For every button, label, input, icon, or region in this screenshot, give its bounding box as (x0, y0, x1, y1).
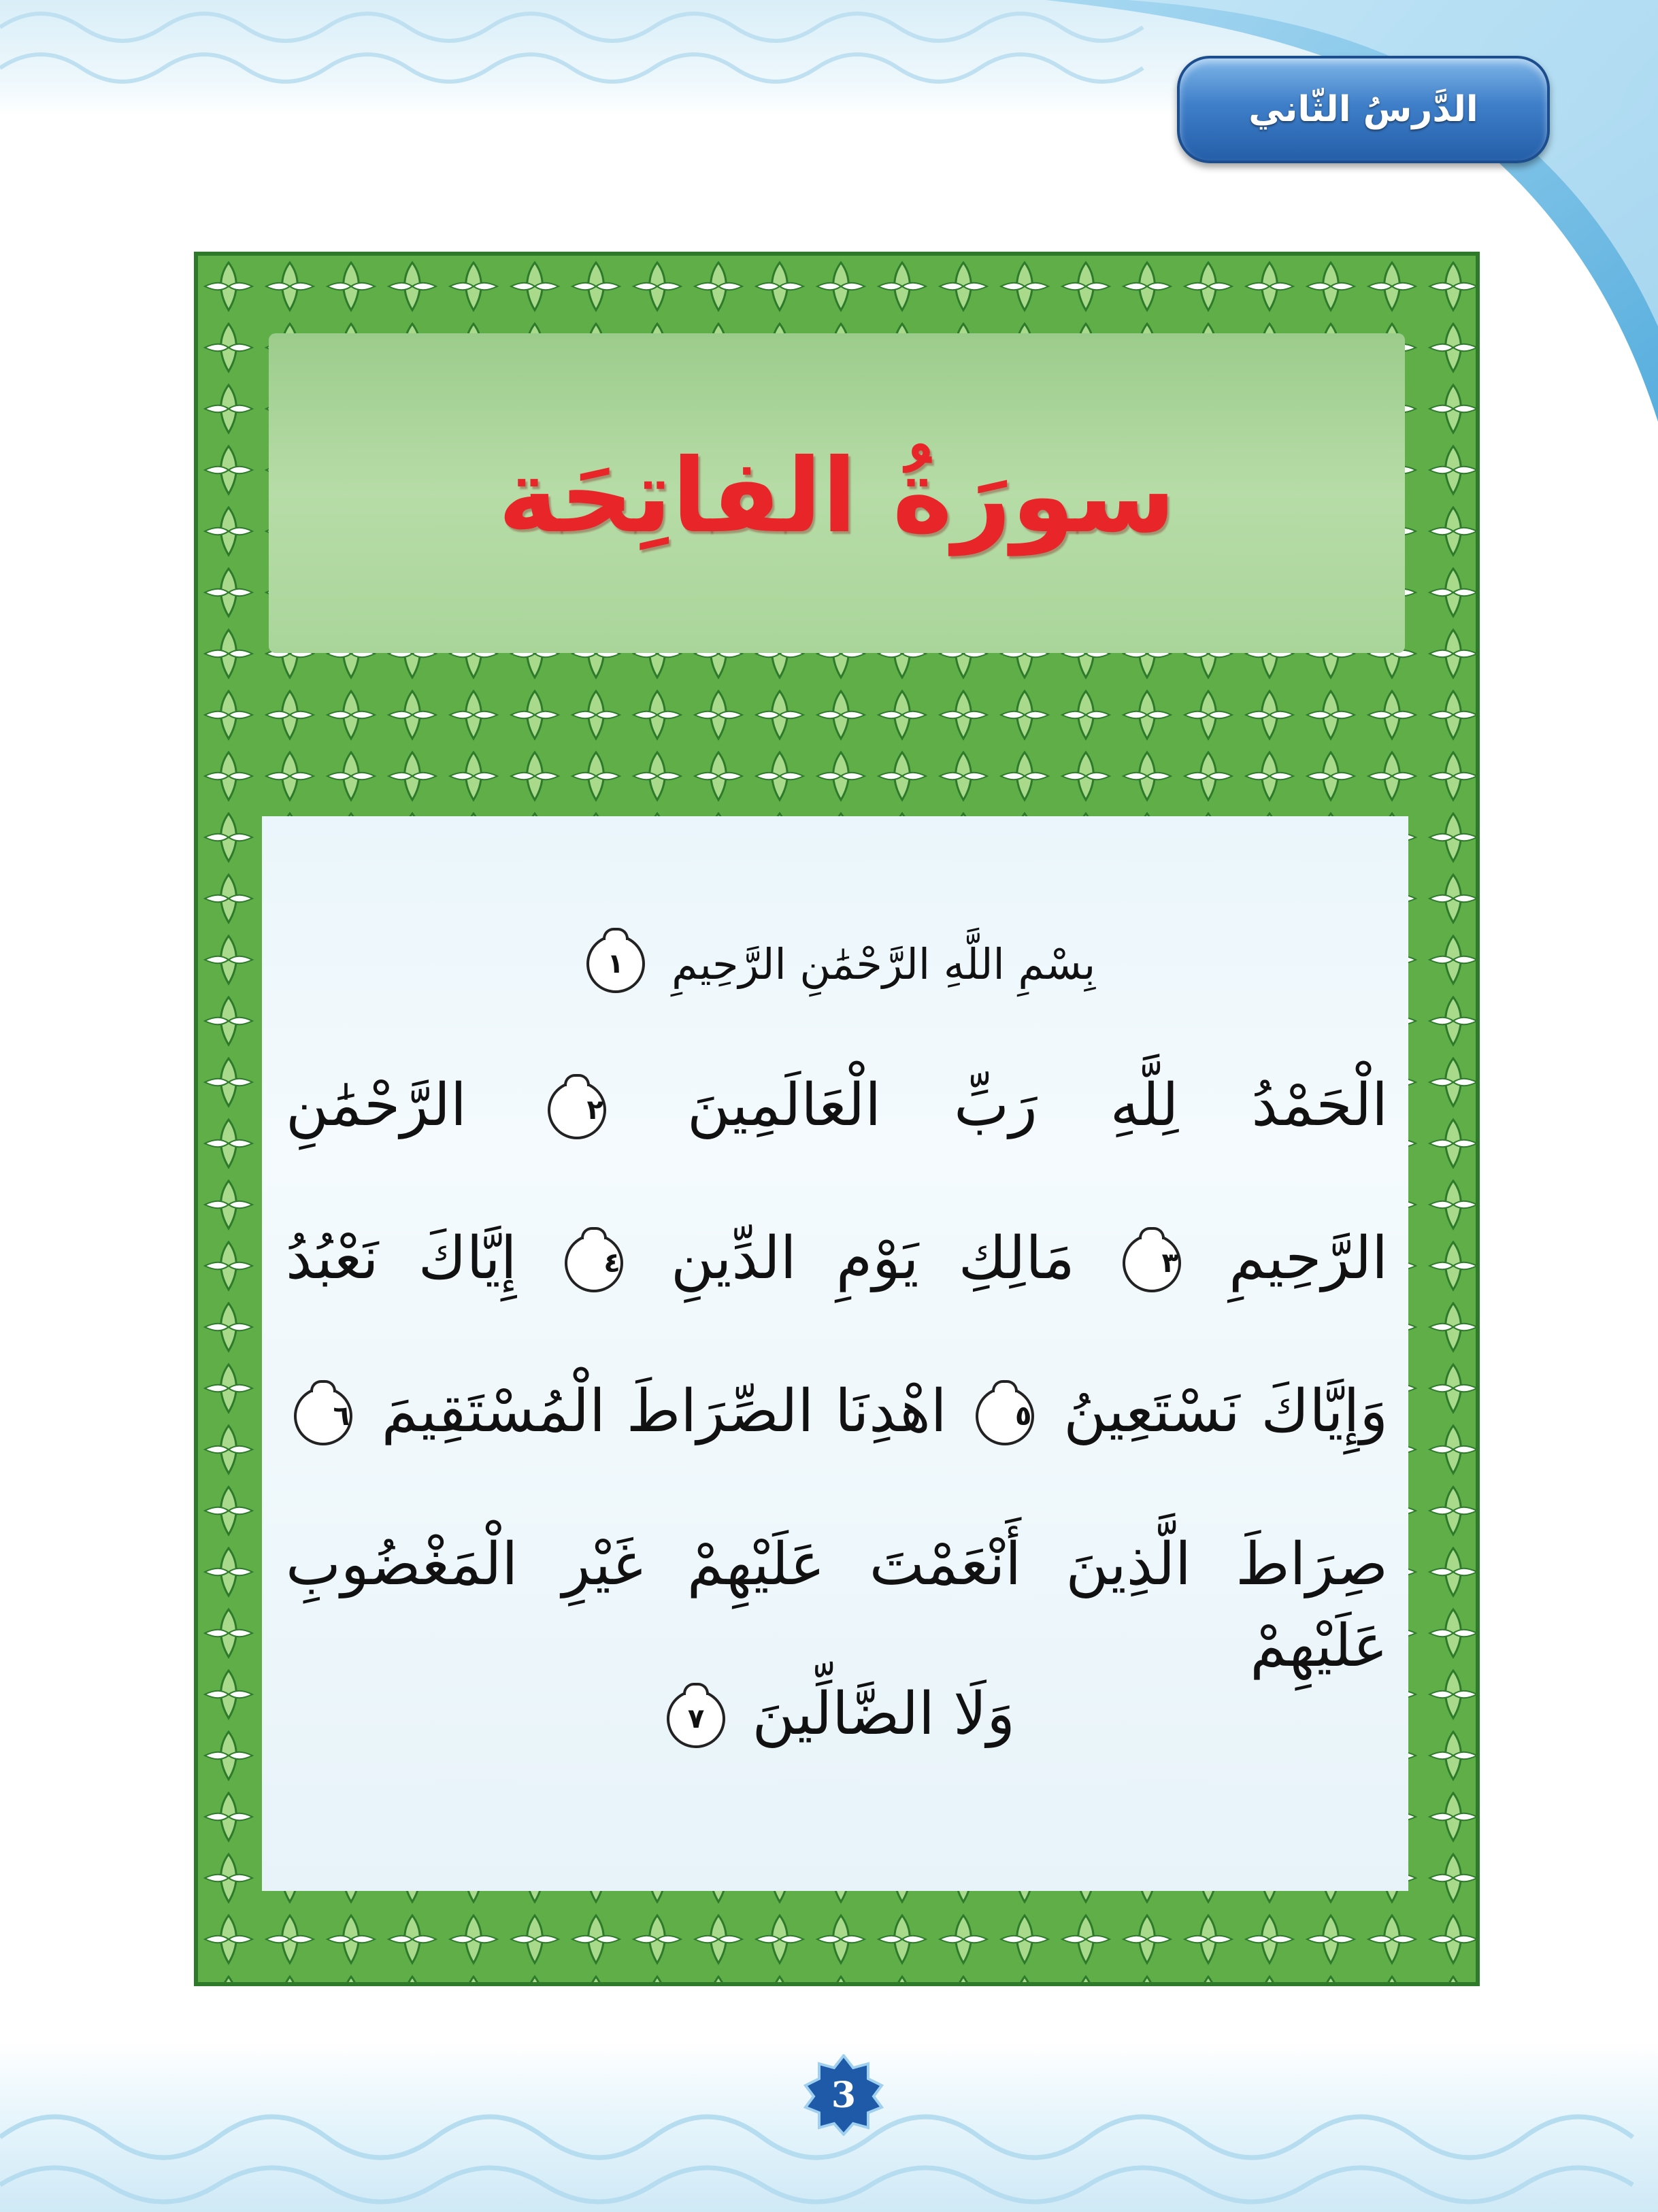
verse-text: صِرَاطَ الَّذِينَ أَنْعَمْتَ عَلَيْهِمْ غَيْرِ الْمَغْضُوبِ عَلَيْهِمْ (286, 1530, 1388, 1680)
verse-text: اهْدِنَا الصِّرَاطَ الْمُسْتَقِيمَ (381, 1377, 947, 1445)
lesson-tab (1177, 56, 1550, 163)
verse-line-3 (286, 1218, 1388, 1306)
verse-text: الرَّحْمَٰنِ (286, 1071, 467, 1139)
lesson-label: الدَّرسُ الثّاني (1248, 89, 1478, 130)
verse-text: وَلَا الضَّالِّينَ (752, 1680, 1015, 1748)
ayah-marker: ٣ (1123, 1234, 1181, 1292)
surah-title: سورَةُ الفاتِحَة (497, 437, 1176, 556)
ayah-marker: ٧ (667, 1690, 725, 1748)
verse-line-4 (286, 1371, 1388, 1459)
verse-text: الرَّحِيمِ (1229, 1224, 1388, 1292)
verse-text: مَالِكِ يَوْمِ الدِّينِ (671, 1224, 1075, 1292)
verse-line-6 (286, 1673, 1388, 1762)
ayah-marker: ٢ (548, 1081, 606, 1139)
verse-text: إِيَّاكَ نَعْبُدُ (286, 1224, 517, 1292)
verse-line-2 (286, 1065, 1388, 1153)
verse-line-1 (286, 918, 1388, 1007)
ayah-marker: ٥ (976, 1387, 1034, 1445)
page-number: 3 (831, 2074, 857, 2116)
ayah-marker: ٦ (294, 1387, 352, 1445)
ayah-marker: ١ (586, 935, 645, 993)
bismillah-text: بِسْمِ اللَّهِ الرَّحْمَٰنِ الرَّحِيمِ (672, 939, 1096, 989)
ayah-marker: ٤ (565, 1234, 623, 1292)
verse-line-5 (286, 1524, 1388, 1680)
verse-text: وَإِيَّاكَ نَسْتَعِينُ (1063, 1377, 1388, 1445)
verse-text: الْحَمْدُ لِلَّهِ رَبِّ الْعَالَمِينَ (687, 1071, 1388, 1139)
